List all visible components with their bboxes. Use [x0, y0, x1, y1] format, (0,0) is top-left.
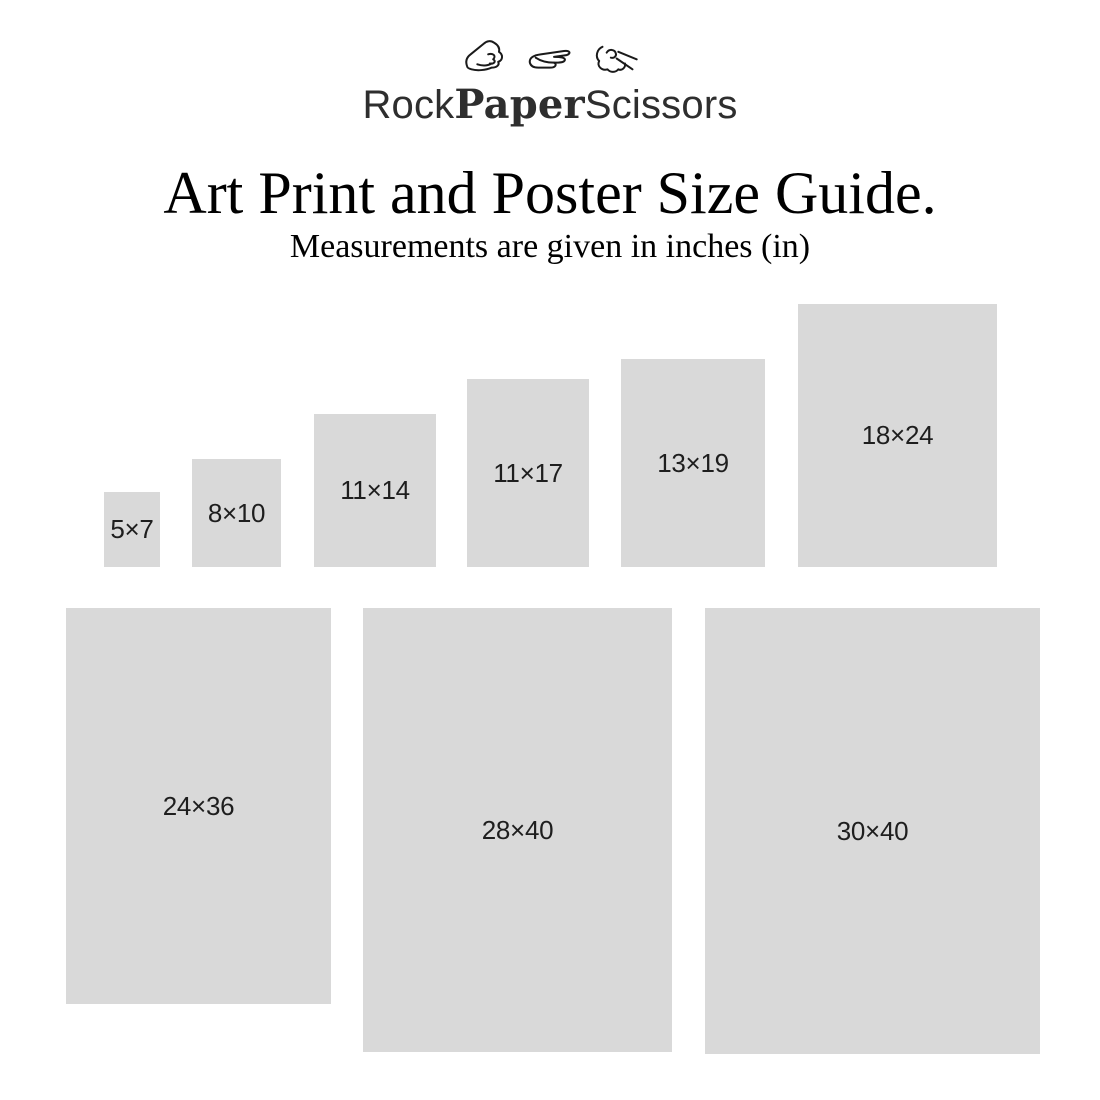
size-box-5x7 [104, 492, 160, 567]
size-label: 18×24 [861, 420, 934, 450]
size-box-24x36 [66, 608, 331, 1004]
brand-wordmark-rock: Rock [362, 83, 455, 127]
page-subtitle: Measurements are given in inches (in) [289, 228, 811, 265]
size-label: 24×36 [162, 790, 235, 821]
size-label: 11×17 [493, 457, 563, 488]
size-box-13x19 [621, 359, 765, 567]
brand-wordmark-scissors: Scissors [584, 83, 738, 127]
size-label: 8×10 [207, 497, 266, 528]
size-box-11x17 [467, 379, 589, 567]
size-box-28x40 [363, 608, 672, 1052]
size-label: 28×40 [481, 814, 554, 845]
size-label: 5×7 [110, 514, 154, 544]
size-label: 30×40 [836, 815, 909, 846]
size-box-11x14 [314, 414, 436, 567]
brand-wordmark-paper: Paper [454, 81, 585, 128]
page-title: Art Print and Poster Size Guide. [163, 160, 937, 226]
size-label: 11×14 [340, 475, 410, 505]
size-box-30x40 [705, 608, 1040, 1054]
size-box-18x24 [798, 304, 997, 567]
size-box-8x10 [192, 459, 281, 567]
size-label: 13×19 [657, 447, 729, 478]
